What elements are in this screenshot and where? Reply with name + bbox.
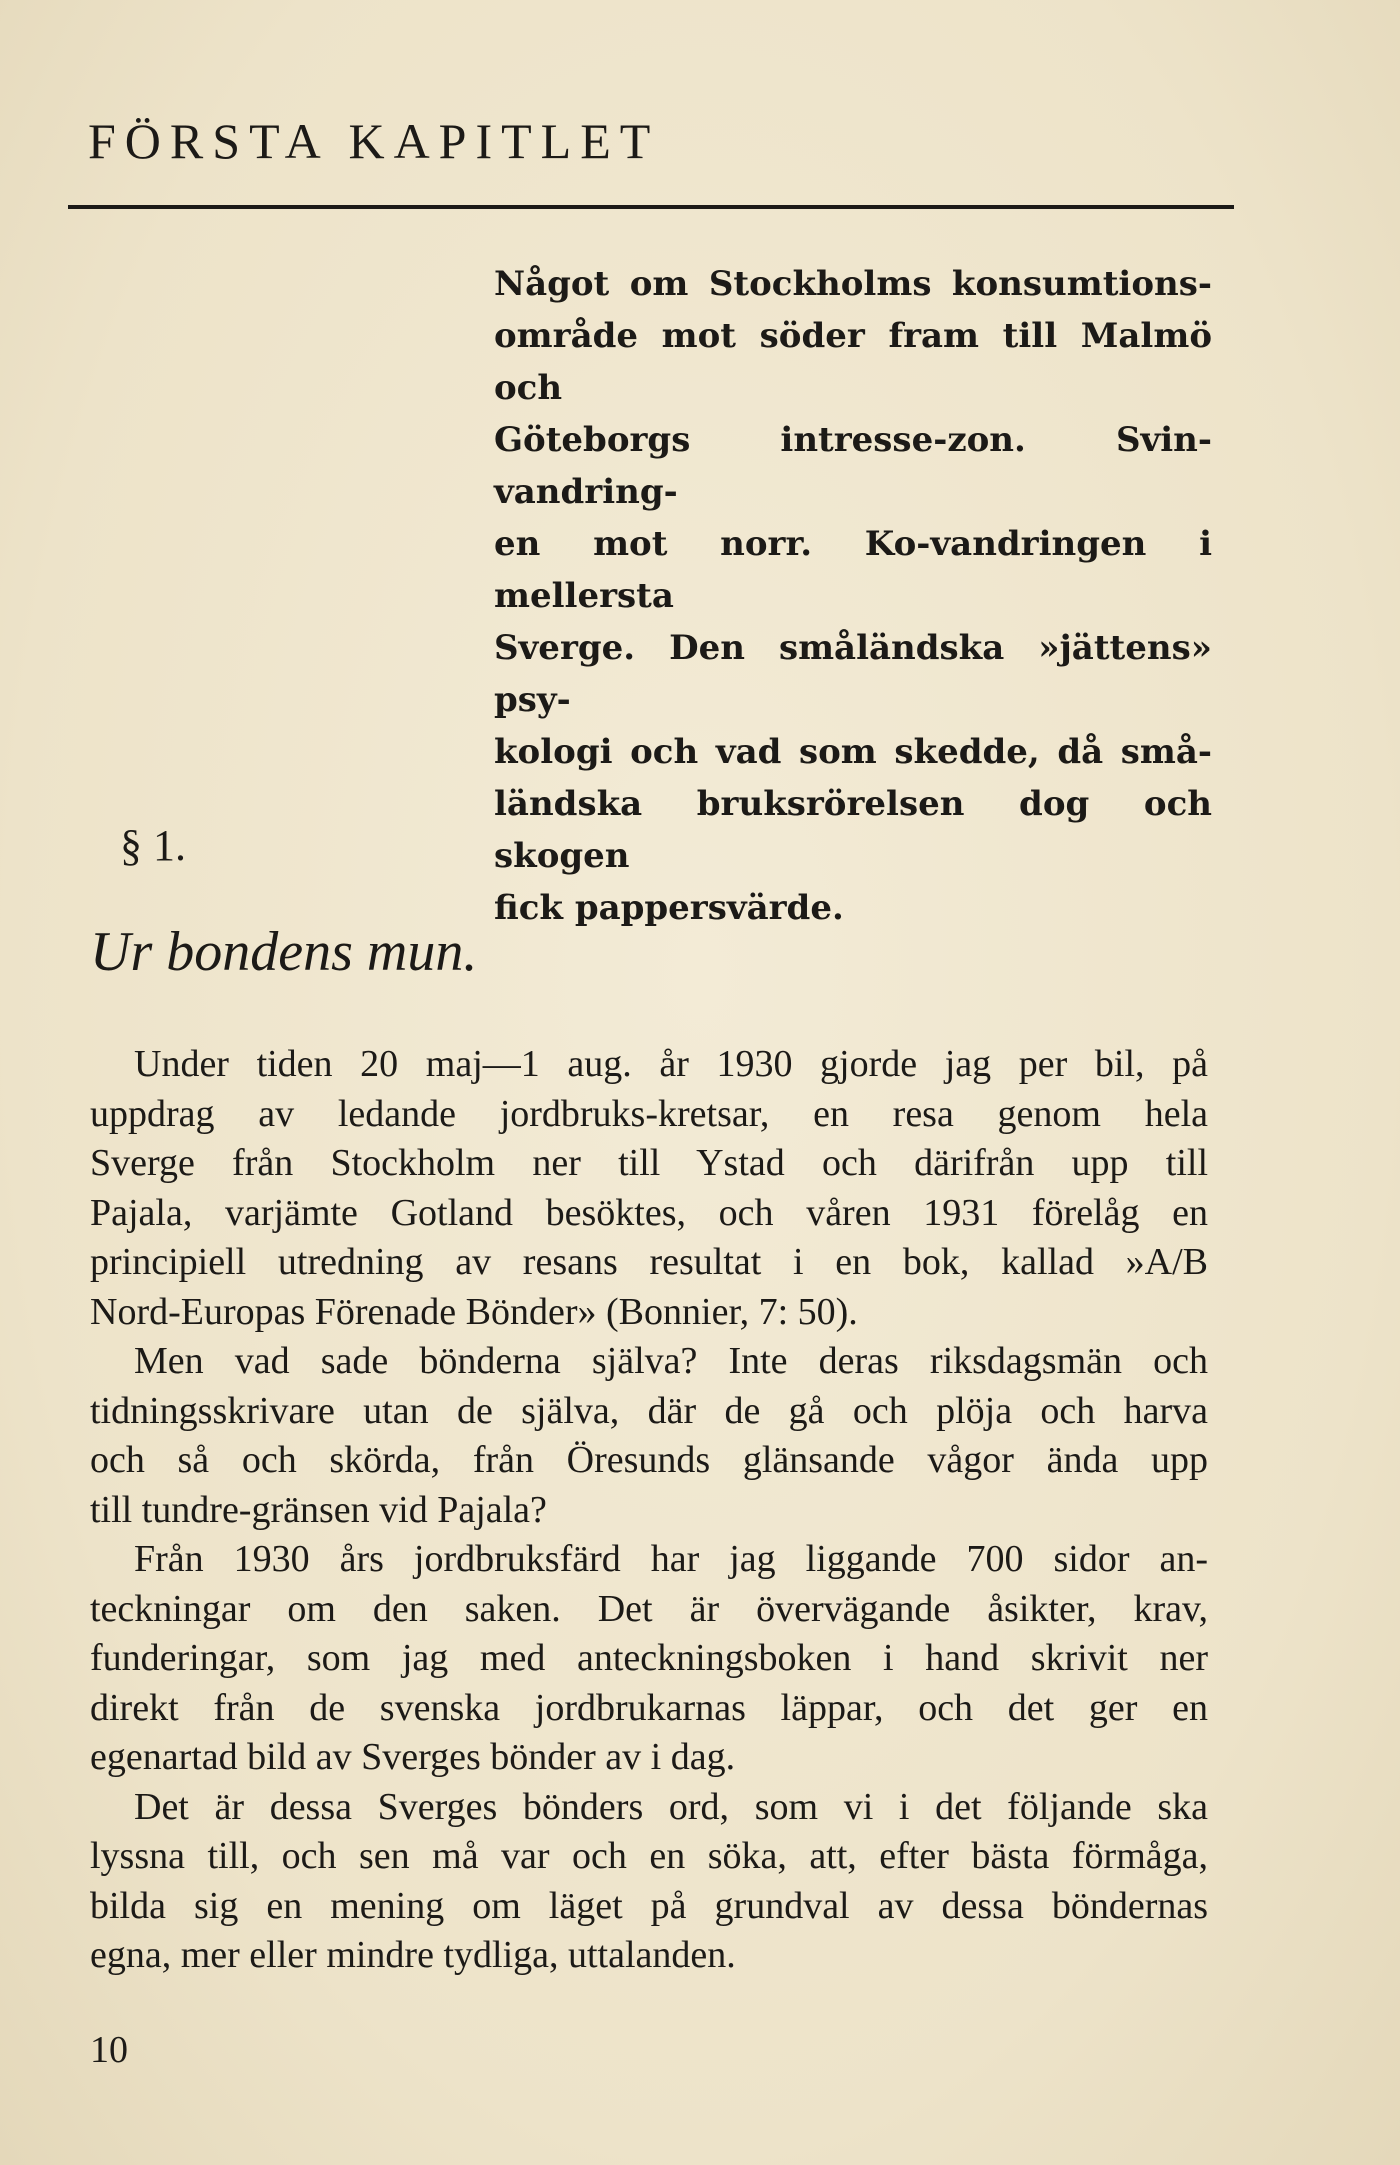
section-heading: Ur bondens mun. [90, 921, 478, 983]
body-line: Det är dessa Sverges bönders ord, som vi i det följande ska [134, 1785, 1208, 1828]
body-line: bilda sig en mening om läget på grundval av dessa böndernas [90, 1884, 1208, 1927]
body-line: Pajala, varjämte Gotland besöktes, och våren 1931 förelåg en [90, 1191, 1208, 1234]
body-line: egenartad bild av Sverges bönder av i dag. [90, 1736, 736, 1778]
summary-line: Göteborgs intresse-zon. Svin-vandring- [494, 420, 1212, 512]
summary-line: fick pappersvärde. [494, 888, 844, 928]
body-line: Men vad sade bönderna själva? Inte deras riksdagsmän och [134, 1340, 1208, 1382]
summary-line: en mot norr. Ko-vandringen i mellersta [494, 524, 1212, 616]
body-line: lyssna till, och sen må var och en söka, att, efter bästa förmåga, [90, 1835, 1208, 1877]
chapter-rule [68, 205, 1234, 209]
body-line: tidningsskrivare utan de själva, där de gå och plöja och harva [90, 1389, 1208, 1432]
body-line: Från 1930 års jordbruksfärd har jag liggande 700 sidor an- [134, 1538, 1208, 1580]
body-line: egna, mer eller mindre tydliga, uttalanden. [90, 1934, 736, 1976]
body-line: och så och skörda, från Öresunds glänsande vågor ända upp [90, 1439, 1208, 1481]
body-line: Nord-Europas Förenade Bönder» (Bonnier, 7: 50). [90, 1290, 858, 1333]
summary-line: område mot söder fram till Malmö och [494, 316, 1212, 408]
summary-line: Sverge. Den småländska »jättens» psy- [494, 628, 1212, 720]
page-number: 10 [90, 2029, 128, 2071]
body-line: uppdrag av ledande jordbruks-kretsar, en resa genom hela [90, 1092, 1208, 1135]
body-line: principiell utredning av resans resultat i en bok, kallad »A/B [90, 1241, 1208, 1283]
section-mark: § 1. [120, 821, 186, 870]
body-line: Sverge från Stockholm ner till Ystad och därifrån upp till [90, 1142, 1208, 1184]
body-line: Under tiden 20 maj—1 aug. år 1930 gjorde jag per bil, på [134, 1043, 1208, 1085]
body-text [90, 1040, 1208, 1981]
summary-line: Något om Stockholms konsumtions- [494, 264, 1212, 304]
chapter-title: FÖRSTA KAPITLET [88, 113, 660, 169]
summary-line: ländska bruksrörelsen dog och skogen [494, 784, 1212, 876]
summary-line: kologi och vad som skedde, då små- [494, 732, 1212, 772]
body-line: direkt från de svenska jordbrukarnas läppar, och det ger en [90, 1686, 1208, 1729]
body-line: till tundre-gränsen vid Pajala? [90, 1488, 547, 1531]
body-line: funderingar, som jag med anteckningsboken i hand skrivit ner [90, 1637, 1208, 1679]
chapter-summary [494, 258, 1212, 934]
body-line: teckningar om den saken. Det är övervägande åsikter, krav, [90, 1587, 1208, 1630]
